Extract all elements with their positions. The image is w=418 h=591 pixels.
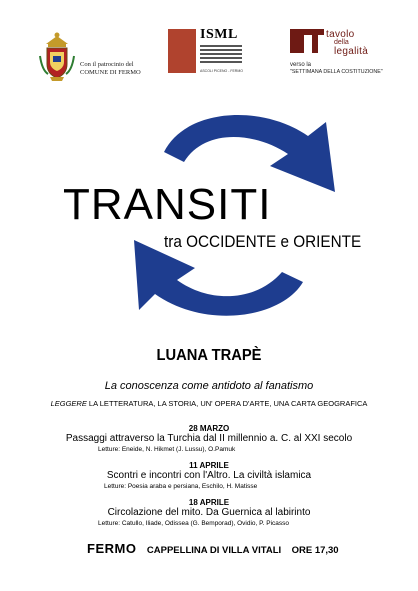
leggere-line <box>0 399 418 408</box>
event-subtitle: tra OCCIDENTE e ORIENTE <box>164 232 362 251</box>
isml-footer-text: ASCOLI PICENO - FERMO <box>200 69 243 73</box>
footer-time: ORE 17,30 <box>291 545 339 556</box>
event-date: 11 APRILE <box>189 461 229 470</box>
event-date: 18 APRILE <box>188 498 230 507</box>
venue-footer <box>87 540 339 558</box>
della-word: della <box>334 39 349 46</box>
event-date: 28 MARZO <box>188 424 230 433</box>
isml-red-block <box>168 29 196 73</box>
isml-title: ISML <box>200 27 238 42</box>
tavolo-logo-block <box>290 29 304 53</box>
comune-name: COMUNE DI FERMO <box>80 69 141 76</box>
settimana-costituzione-text: "SETTIMANA DELLA COSTITUZIONE" <box>290 69 383 75</box>
patrocinio-line: Con il patrocinio del <box>80 61 134 68</box>
event-topic: Circolazione del mito. Da Guernica al labirinto <box>107 507 311 518</box>
author-name: LUANA TRAPÈ <box>156 347 262 364</box>
event-topic: Passaggi attraverso la Turchia dal II millennio a. C. al XXI secolo <box>65 433 353 444</box>
event-topic: Scontri e incontri con l'Altro. La civiltà islamica <box>106 470 312 481</box>
event-title: TRANSITI <box>63 180 272 229</box>
verso-text: verso la <box>290 62 312 68</box>
comune-di-fermo-crest-icon <box>36 30 78 82</box>
tavolo-word: tavolo <box>326 29 355 40</box>
event-readings: Letture: Catullo, Iliade, Odissea (G. Bemporad), Ovidio, P. Picasso <box>98 520 289 527</box>
tagline: La conoscenza come antidoto al fanatismo <box>104 380 314 392</box>
event-readings: Letture: Eneide, N. Hikmet (J. Lussu), O.Pamuk <box>98 446 236 453</box>
footer-venue: CAPPELLINA DI VILLA VITALI <box>146 545 282 556</box>
footer-city: FERMO <box>87 541 137 556</box>
leggere-verb: LEGGERE <box>50 399 87 408</box>
isml-logo <box>168 27 244 77</box>
patrocinio-text <box>80 61 141 77</box>
tavolo-della-legalita-logo <box>290 29 382 65</box>
event-readings: Letture: Poesia araba e persiana, Eschilo, H. Matisse <box>104 483 258 490</box>
leggere-rest: LA LETTERATURA, LA STORIA, UN' OPERA D'ARTE, UNA CARTA GEOGRAFICA <box>88 399 368 408</box>
isml-subtitle-lines <box>200 45 242 65</box>
legalita-word: legalità <box>334 46 369 57</box>
